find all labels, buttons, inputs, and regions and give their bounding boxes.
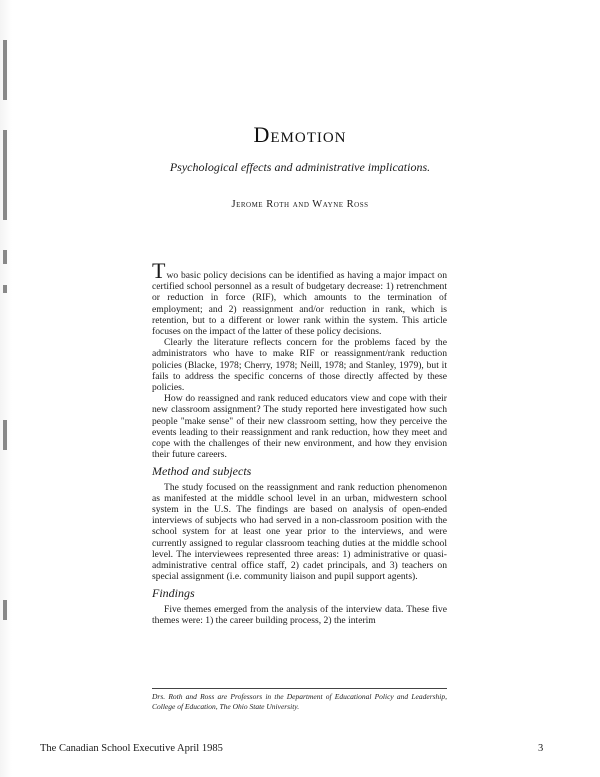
article-authors: Jerome Roth and Wayne Ross: [231, 199, 369, 210]
scan-mark: [3, 250, 7, 264]
body-paragraph: Clearly the literature reflects concern for the problems faced by the administrators who have to make RIF or reassignment/rank reduction policies (Blacke, 1978; Cherry, 1978; Neill, 1978; and Stanley, 1979), but it fails to address the specific concerns of those directly affected by these policies.: [152, 337, 447, 394]
scan-mark: [3, 285, 7, 293]
section-heading-method: Method and subjects: [152, 464, 252, 479]
page-number: 3: [538, 743, 544, 754]
scan-edge: [0, 0, 12, 777]
author-footnote: Drs. Roth and Ross are Professors in the Department of Educational Policy and Leadership, College of Education, The Ohio State University.: [152, 692, 447, 711]
article-subtitle: Psychological effects and administrative implications.: [169, 160, 431, 174]
intro-paragraph: [152, 258, 447, 338]
article-body: [152, 258, 447, 626]
scan-mark: [3, 420, 7, 450]
body-paragraph: How do reassigned and rank reduced educators view and cope with their new classroom assignment? The study reported here investigated how such people "make sense" of their new classroom setting, how they perceive the events leading to their reassignment and rank reduction, how they meet and cope with the challenges of their new environment, and how they envision their future careers.: [152, 393, 447, 461]
drop-cap: T: [152, 258, 166, 283]
body-paragraph: Five themes emerged from the analysis of the interview data. These five themes were: 1) the career building process, 2) the interim: [152, 603, 447, 626]
running-footer: The Canadian School Executive April 1985: [40, 743, 223, 754]
section-heading-findings: Findings: [152, 586, 195, 601]
intro-text: wo basic policy decisions can be identified as having a major impact on certified school personnel as a result of budgetary decrease: 1) retrenchment or reduction in force (RIF), which amounts to the termination of employment; and 2) reassignment and/or reduction in rank, which is retention, but to a different or lower rank within the system. This article focuses on the impact of the latter of these policy decisions.: [152, 270, 447, 338]
article-title: Demotion: [253, 122, 347, 147]
scan-mark: [3, 600, 7, 620]
scan-mark: [3, 40, 7, 100]
footnote-divider: [152, 688, 447, 689]
body-paragraph: The study focused on the reassignment and rank reduction phenomenon as manifested at the middle school level in an urban, midwestern school system in the U.S. The findings are based on analysis of open-ended interviews of subjects who had served in a non-classroom position with the school system for at least one year prior to the interviews, and were currently assigned to regular classroom teaching duties at the middle school level. The interviewees represented three areas: 1) administrative or quasi-administrative central office staff, 2) cadet principals, and 3) teachers on special assignment (i.e. community liaison and pupil support agents).: [152, 481, 447, 583]
